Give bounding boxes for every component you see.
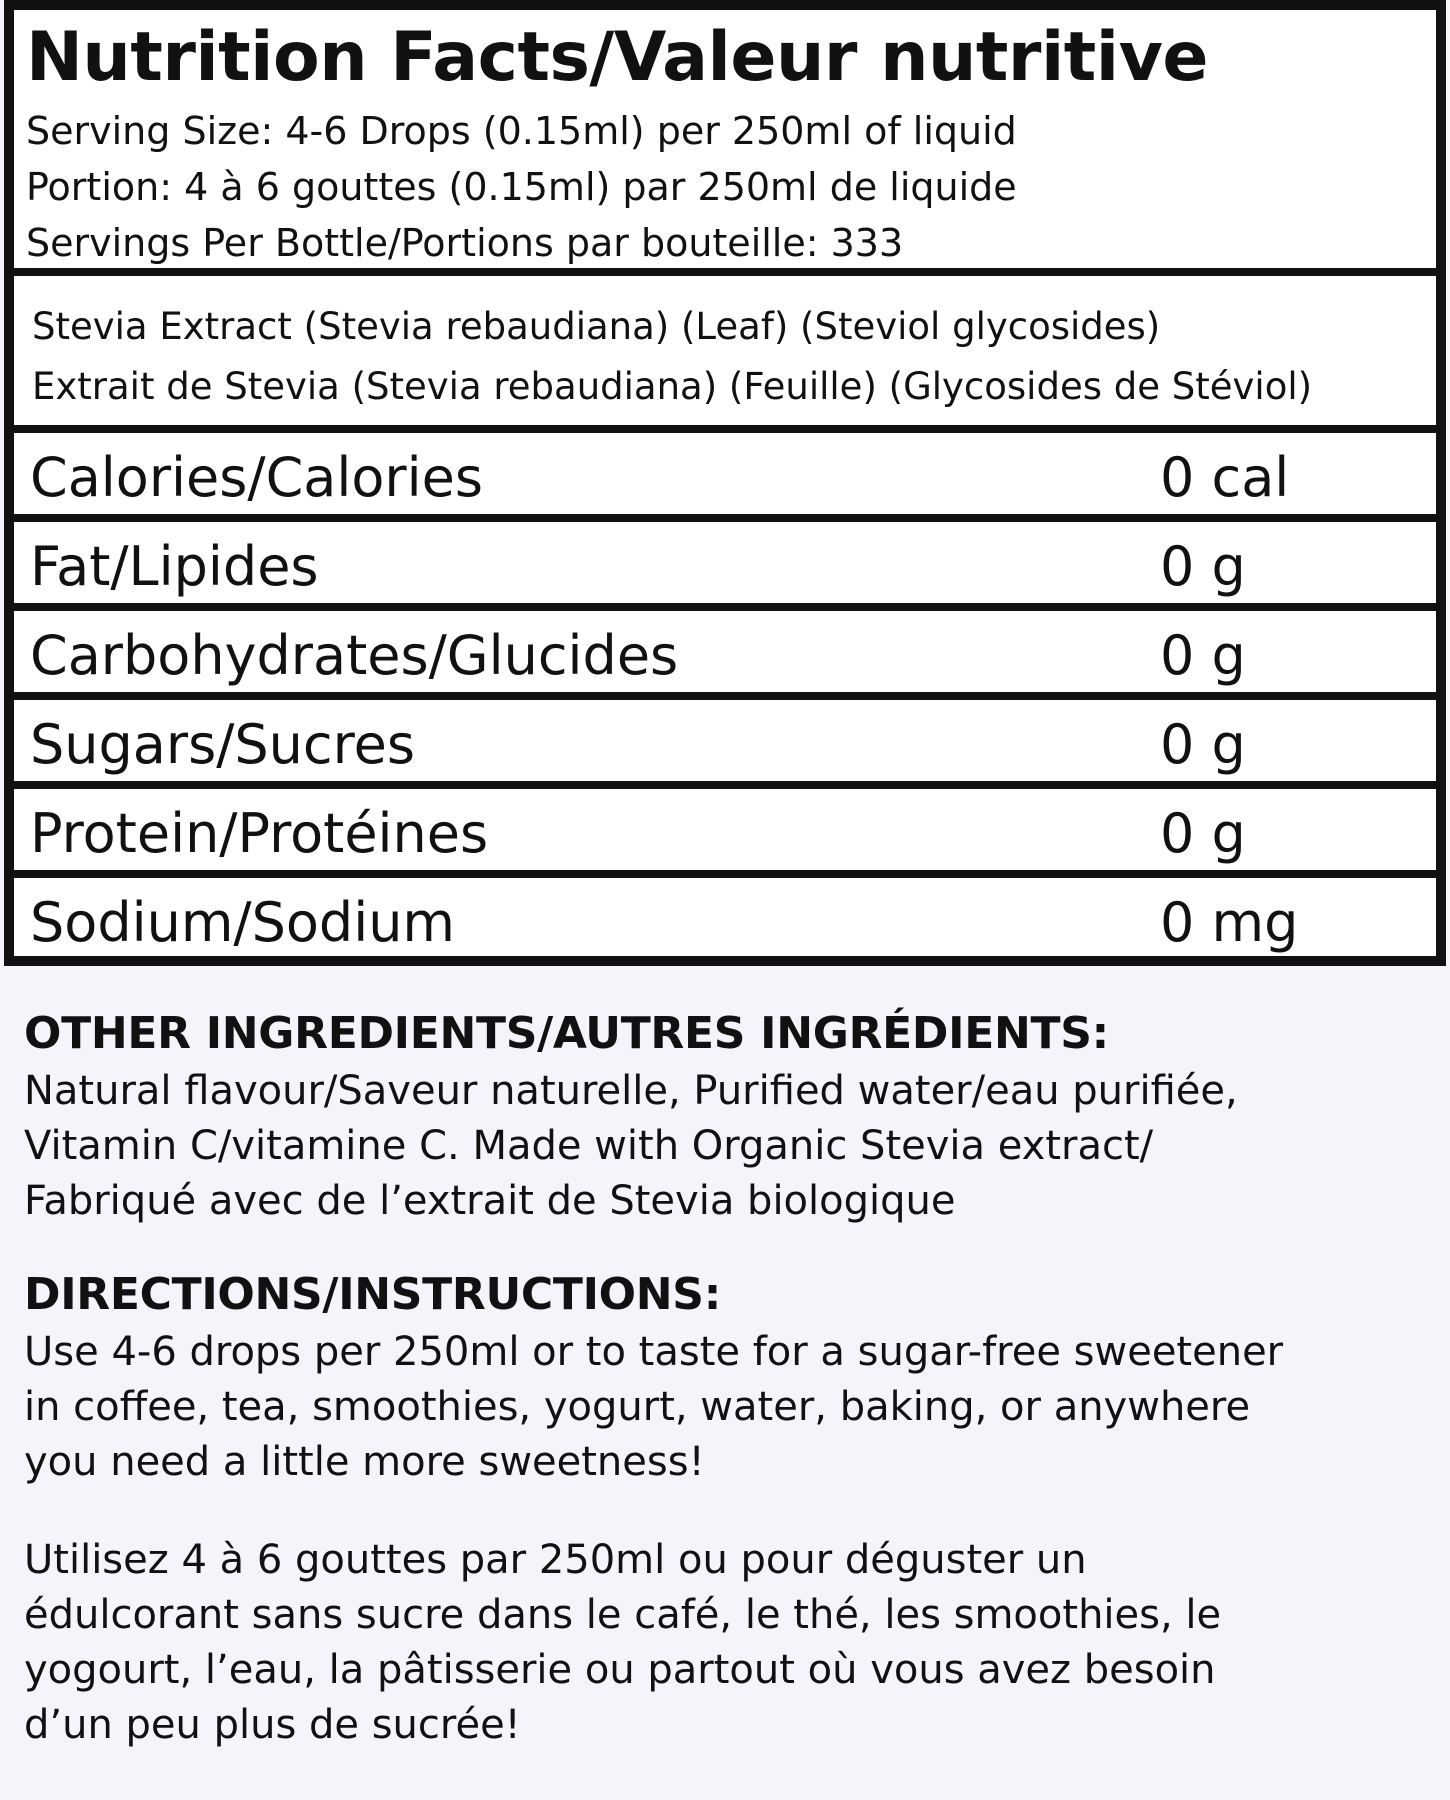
other-ingredients-heading: OTHER INGREDIENTS/AUTRES INGRÉDIENTS: <box>24 1008 1109 1059</box>
nutrition-facts-panel <box>4 0 1446 966</box>
directions-en-line: you need a little more sweetness! <box>24 1439 705 1485</box>
nutrient-row-protein <box>14 789 1436 878</box>
nutrient-value: 0 cal <box>1160 446 1290 509</box>
nutrient-label: Protein/Protéines <box>30 802 489 865</box>
nutrient-label: Sugars/Sucres <box>30 713 415 776</box>
nutrient-row-sugars <box>14 700 1436 789</box>
directions-fr-line: d’un peu plus de sucrée! <box>24 1702 521 1748</box>
directions-en-line: in coffee, tea, smoothies, yogurt, water, baking, or anywhere <box>24 1384 1251 1430</box>
directions-fr-line: Utilisez 4 à 6 gouttes par 250ml ou pour déguster un <box>24 1537 1087 1583</box>
nutrient-label: Fat/Lipides <box>30 535 319 598</box>
active-ingredient-section <box>14 276 1436 433</box>
directions-fr-line: édulcorant sans sucre dans le café, le thé, les smoothies, le <box>24 1592 1222 1638</box>
nutrient-label: Calories/Calories <box>30 446 483 509</box>
directions-en-line: Use 4-6 drops per 250ml or to taste for a sugar-free sweetener <box>24 1329 1284 1375</box>
nutrient-row-carbohydrates <box>14 611 1436 700</box>
nutrient-row-sodium <box>14 878 1436 967</box>
nutrient-value: 0 mg <box>1160 891 1299 954</box>
directions-section <box>24 1269 1424 1753</box>
nutrient-row-calories <box>14 433 1436 522</box>
nutrient-value: 0 g <box>1160 713 1246 776</box>
ingredient-line-en: Stevia Extract (Stevia rebaudiana) (Leaf) (Steviol glycosides) <box>32 305 1161 348</box>
nutrient-row-fat <box>14 522 1436 611</box>
serving-size: Serving Size: 4-6 Drops (0.15ml) per 250ml of liquid <box>26 109 1017 153</box>
other-ingredients-line: Vitamin C/vitamine C. Made with Organic Stevia extract/ <box>24 1123 1154 1169</box>
nutrient-value: 0 g <box>1160 624 1246 687</box>
nutrient-label: Sodium/Sodium <box>30 891 456 954</box>
ingredient-line-fr: Extrait de Stevia (Stevia rebaudiana) (Feuille) (Glycosides de Stéviol) <box>32 365 1313 408</box>
other-ingredients-section <box>24 1008 1424 1229</box>
nutrient-value: 0 g <box>1160 802 1246 865</box>
other-ingredients-line: Natural flavour/Saveur naturelle, Purified water/eau purifiée, <box>24 1068 1238 1114</box>
nutrient-label: Carbohydrates/Glucides <box>30 624 679 687</box>
portion-size: Portion: 4 à 6 gouttes (0.15ml) par 250ml de liquide <box>26 165 1017 209</box>
directions-heading: DIRECTIONS/INSTRUCTIONS: <box>24 1269 721 1320</box>
servings-per-bottle: Servings Per Bottle/Portions par bouteille: 333 <box>26 221 904 265</box>
nutrition-header <box>14 10 1436 276</box>
nutrient-value: 0 g <box>1160 535 1246 598</box>
other-ingredients-line: Fabriqué avec de l’extrait de Stevia biologique <box>24 1178 956 1224</box>
directions-fr-line: yogourt, l’eau, la pâtisserie ou partout où vous avez besoin <box>24 1647 1216 1693</box>
nutrition-title: Nutrition Facts/Valeur nutritive <box>26 18 1209 97</box>
